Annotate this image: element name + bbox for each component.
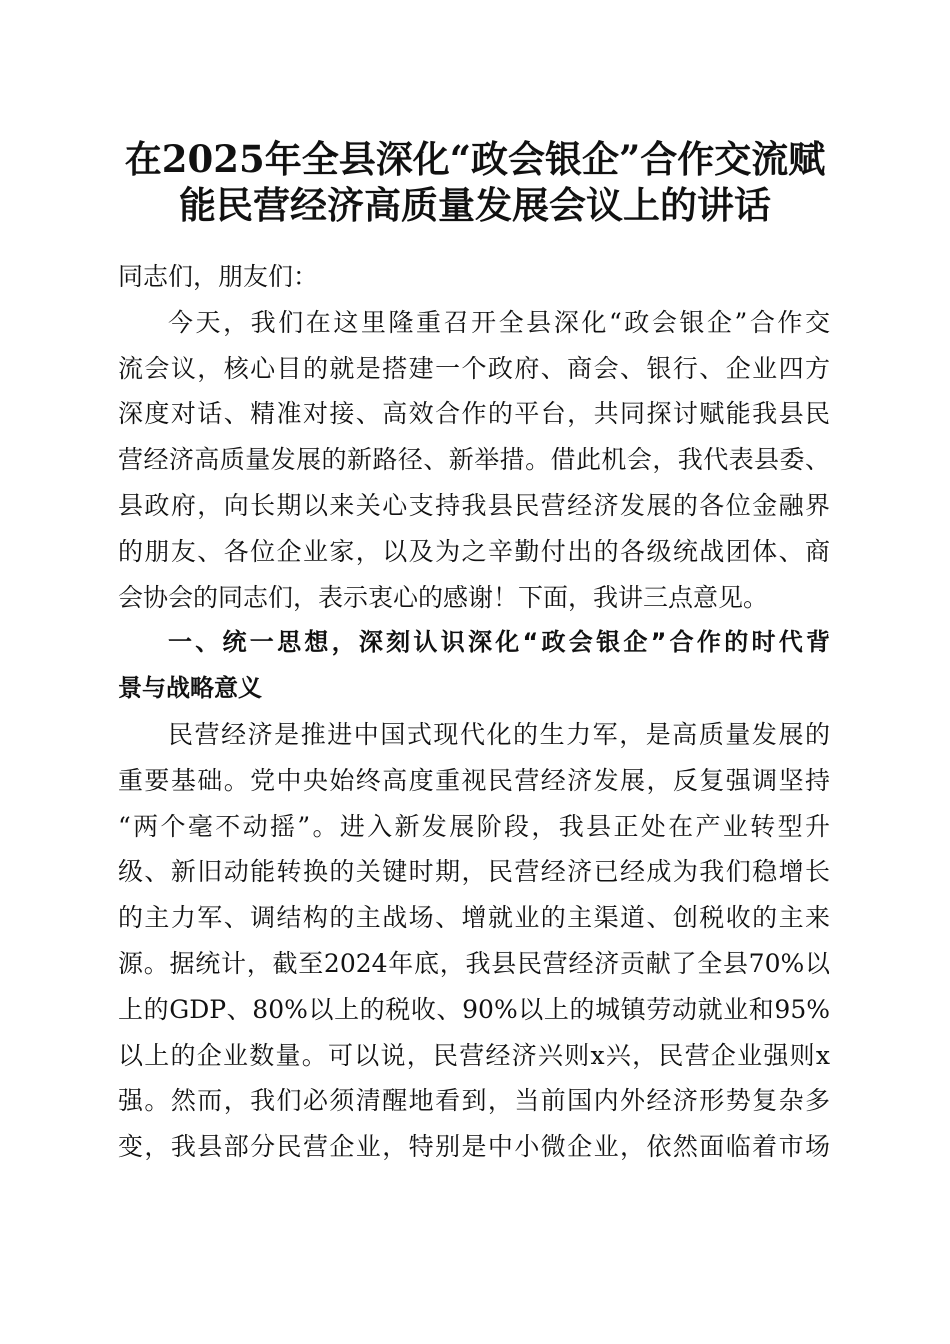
paragraph-line: 的朋友、各位企业家，以及为之辛勤付出的各级统战团体、商 bbox=[118, 536, 830, 566]
salutation: 同志们，朋友们： bbox=[118, 262, 319, 291]
heading-line: 一、统一思想，深刻认识深化“政会银企”合作的时代背 bbox=[168, 628, 830, 657]
paragraph-line: 民营经济是推进中国式现代化的生力军，是高质量发展的 bbox=[168, 719, 830, 749]
paragraph-line: 会协会的同志们，表示衷心的感谢！下面，我讲三点意见。 bbox=[118, 582, 769, 612]
paragraph-line: 县政府，向长期以来关心支持我县民营经济发展的各位金融界 bbox=[118, 490, 830, 520]
paragraph-line: 深度对话、精准对接、高效合作的平台，共同探讨赋能我县民 bbox=[118, 399, 830, 429]
section-heading-1 bbox=[118, 620, 830, 712]
paragraph-line: 流会议，核心目的就是搭建一个政府、商会、银行、企业四方 bbox=[118, 353, 830, 383]
document-title bbox=[100, 136, 850, 228]
paragraph-line: 变，我县部分民营企业，特别是中小微企业，依然面临着市场 bbox=[118, 1132, 830, 1162]
paragraph-line: 营经济高质量发展的新路径、新举措。借此机会，我代表县委、 bbox=[118, 445, 830, 475]
paragraph-line: 上的GDP、80%以上的税收、90%以上的城镇劳动就业和95% bbox=[118, 994, 830, 1024]
paragraph-line: “两个毫不动摇”。进入新发展阶段，我县正处在产业转型升 bbox=[118, 811, 830, 841]
title-line-2: 能民营经济高质量发展会议上的讲话 bbox=[179, 183, 771, 227]
heading-line: 景与战略意义 bbox=[118, 674, 262, 703]
paragraph-line: 源。据统计，截至2024年底，我县民营经济贡献了全县70%以 bbox=[118, 948, 830, 978]
paragraph-line: 今天，我们在这里隆重召开全县深化“政会银企”合作交 bbox=[168, 307, 830, 337]
paragraph-line: 级、新旧动能转换的关键时期，民营经济已经成为我们稳增长 bbox=[118, 857, 830, 887]
paragraph-private-economy bbox=[118, 712, 830, 1170]
paragraph-line: 以上的企业数量。可以说，民营经济兴则x兴，民营企业强则x bbox=[118, 1040, 830, 1070]
paragraph-line: 强。然而，我们必须清醒地看到，当前国内外经济形势复杂多 bbox=[118, 1086, 830, 1116]
paragraph-line: 的主力军、调结构的主战场、增就业的主渠道、创税收的主来 bbox=[118, 903, 830, 933]
paragraph-opening bbox=[118, 300, 830, 621]
paragraph-line: 重要基础。党中央始终高度重视民营经济发展，反复强调坚持 bbox=[118, 765, 830, 795]
document-body bbox=[118, 254, 830, 1170]
title-line-1: 在2025年全县深化“政会银企”合作交流赋 bbox=[124, 137, 826, 181]
